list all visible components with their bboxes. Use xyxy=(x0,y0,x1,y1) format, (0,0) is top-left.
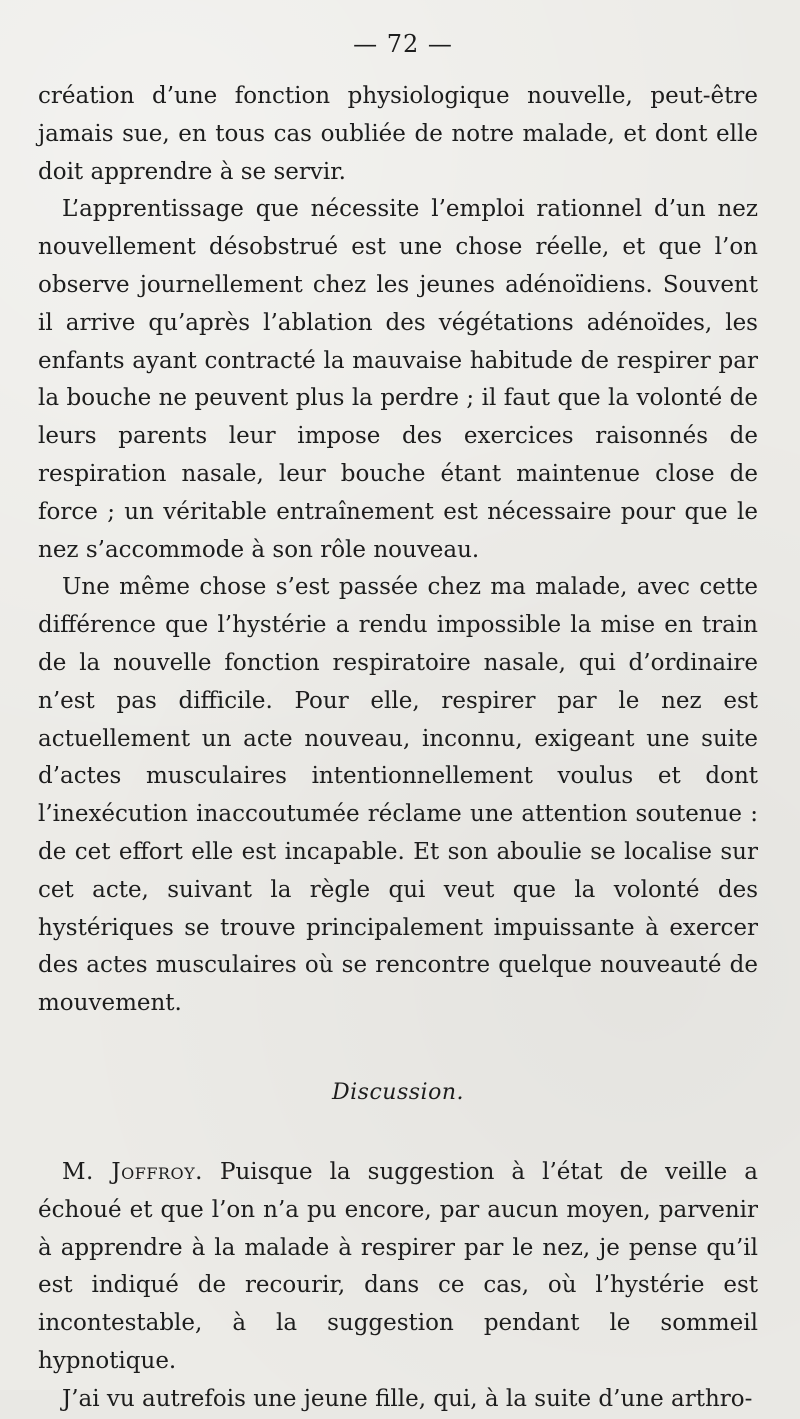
page-number: — 72 — xyxy=(353,30,453,58)
paragraph-continued: création d’une fonction physiologique nouvelle, peut-être jamais sue, en tous cas oubliée de notre malade, et dont elle doit apprendre à se servir. xyxy=(38,83,758,185)
discussion-heading: Discussion. xyxy=(332,1079,464,1105)
speaker-name: M. Joffroy. xyxy=(62,1158,203,1185)
paragraph-hysteria: Une même chose s’est passée chez ma malade, avec cette différence que l’hystérie a rendu impossible la mise en train de la nouvelle fonction respiratoire nasale, qui d’ordinaire n’est pas difficile. Pour elle, respirer par le nez est actuellement un acte nouveau, inconnu, exigeant une suite d’actes musculaires intentionnellement voulus et dont l’inexécution inaccoutumée réclame une attention soutenue : de cet effort elle est incapable. Et son aboulie se localise sur cet acte, suivant la règle qui veut que la volonté des hystériques se trouve principalement impuissante à exercer des actes musculaires où se rencontre quelque nouveauté de mouvement. xyxy=(38,574,758,1017)
discussion-paragraph-1 xyxy=(38,1154,758,1381)
paragraph-apprenticeship: L’apprentissage que nécessite l’emploi rationnel d’un nez nouvellement désobstrué est une chose réelle, et que l’on observe journellement chez les jeunes adénoïdiens. Souvent il arrive qu’après l’ablation des végétations adénoïdes, les enfants ayant contracté la mauvaise habitude de respirer par la bouche ne peuvent plus la perdre ; il faut que la volonté de leurs parents leur impose des exercices raisonnés de respiration nasale, leur bouche étant maintenue close de force ; un véritable entraînement est nécessaire pour que le nez s’accommode à son rôle nouveau. xyxy=(38,196,758,563)
discussion-text: Puisque la suggestion à l’état de veille a échoué et que l’on n’a pu encore, par aucun moyen, parvenir à apprendre à la malade à respirer par le nez, je pense qu’il est indiqué de recourir, dans ce cas, où l’hystérie est incontestable, à la suggestion pendant le sommeil hypnotique. xyxy=(38,1158,758,1374)
discussion-paragraph-2: J’ai vu autrefois une jeune fille, qui, à la suite d’une arthro- xyxy=(62,1385,753,1412)
